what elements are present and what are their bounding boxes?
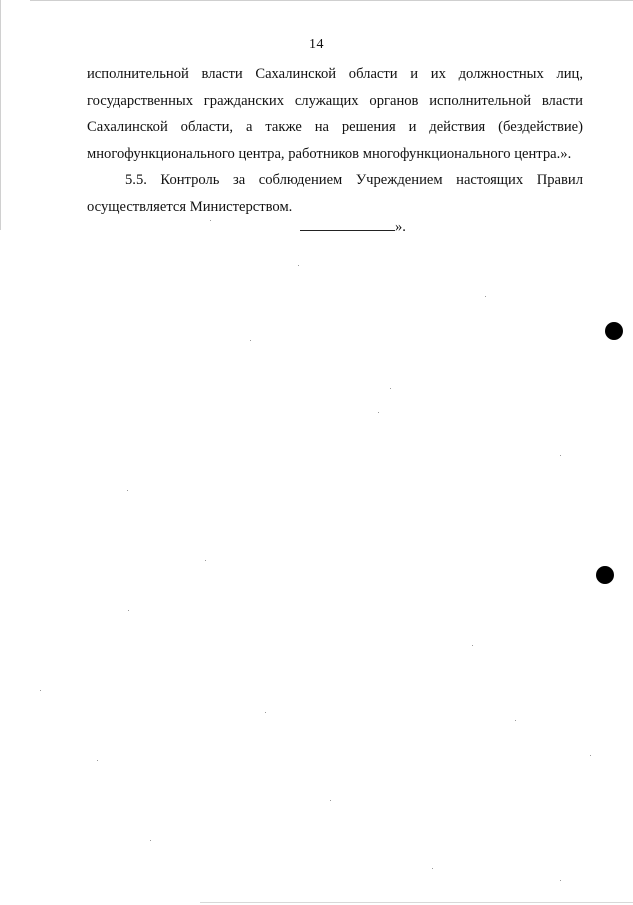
paragraph-continuation: исполнительной власти Сахалинской области и их должностных лиц, государственных гражданских служащих органов исполнительной власти Сахалинской области, а также на решения и действия (бездействие) многофункционального центра, работников многофункционального центра.». [87,66,583,162]
punch-hole-mark [605,322,623,340]
closing-line [300,218,406,236]
paragraph-clause-5-5: 5.5. Контроль за соблюдением Учреждением настоящих Правил осуществляется Министерством. [87,172,583,215]
punch-hole-mark [596,566,614,584]
scan-left-edge [0,0,1,230]
scan-top-edge [30,0,633,1]
page-number: 14 [309,37,324,52]
scan-bottom-edge [200,902,633,903]
closing-rule [300,218,395,231]
closing-mark: ». [395,219,406,235]
body-text [87,61,583,220]
